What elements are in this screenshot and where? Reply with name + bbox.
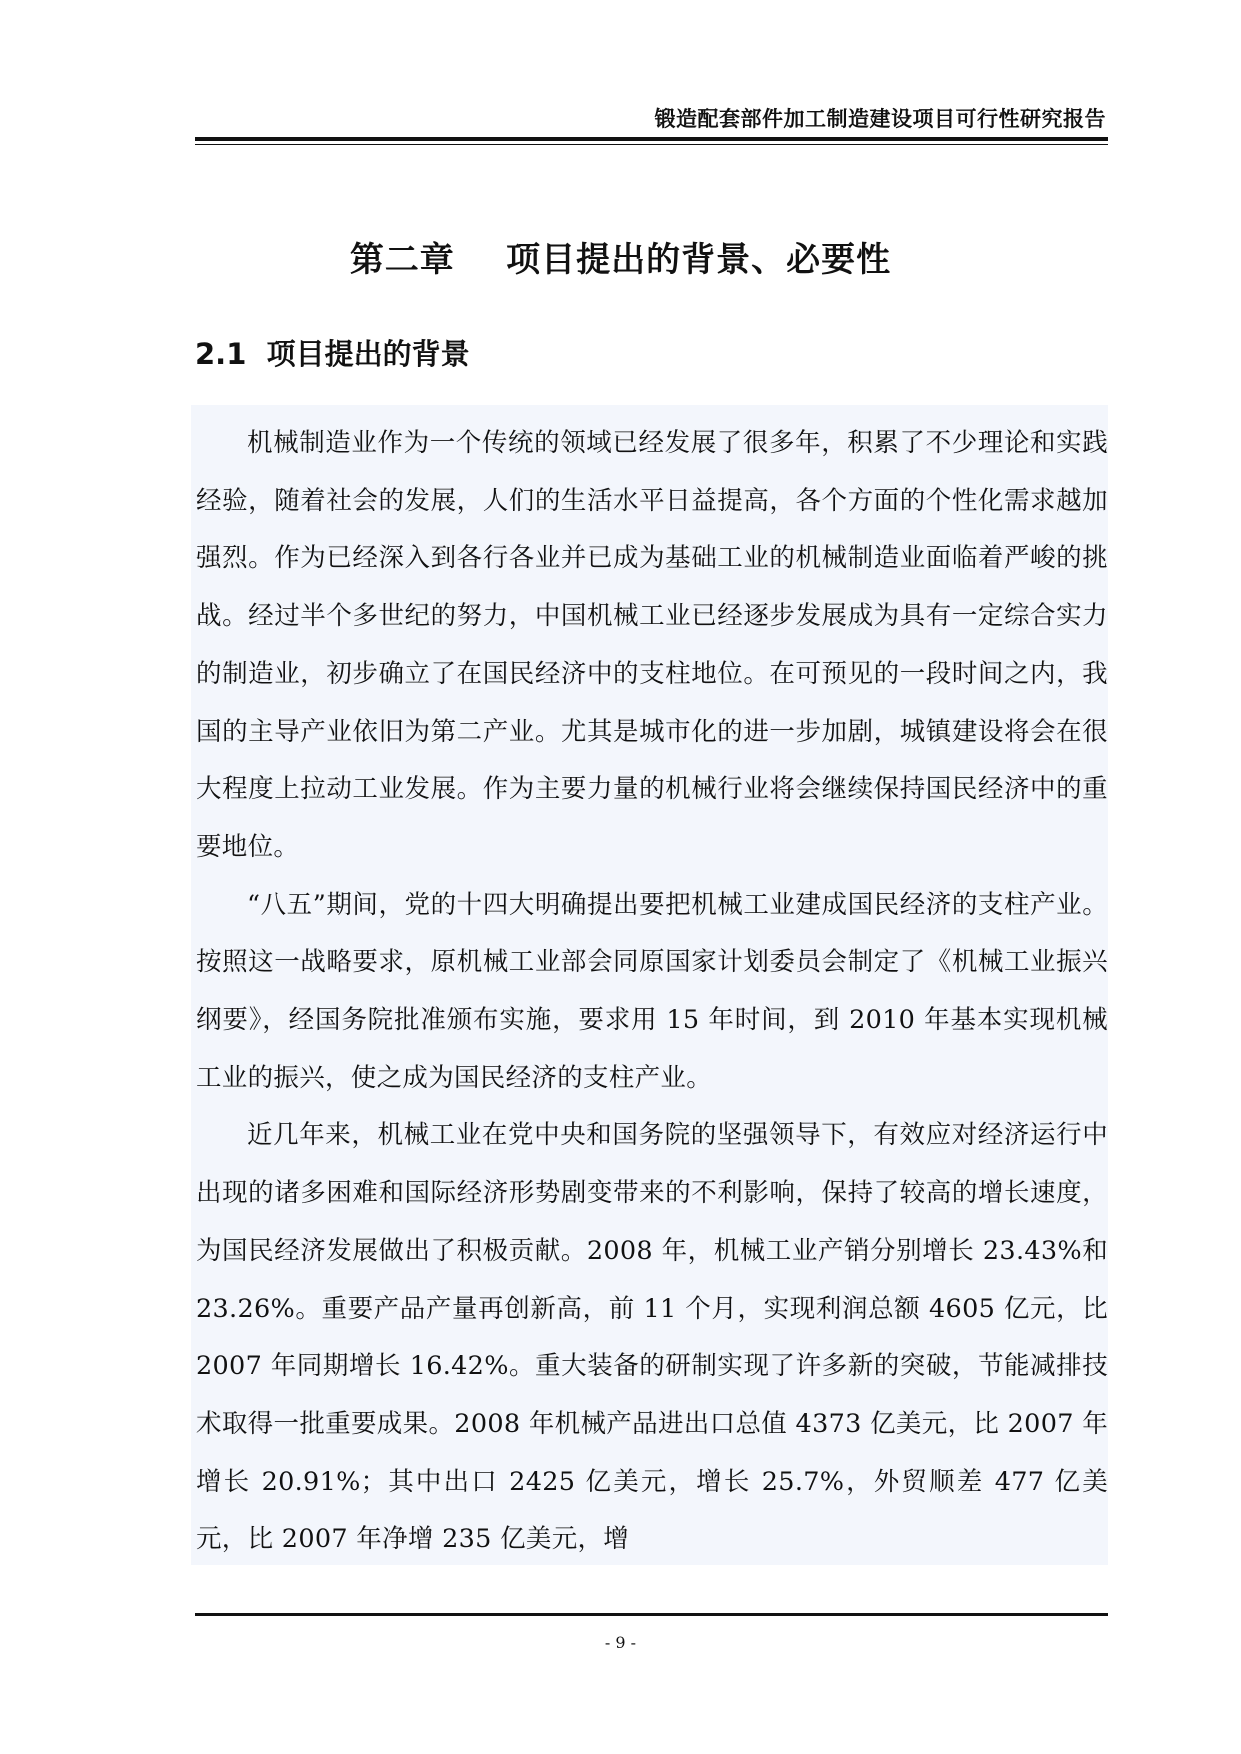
running-header-title: 锻造配套部件加工制造建设项目可行性研究报告 (654, 107, 1106, 131)
chapter-title: 第二章 项目提出的背景、必要性 (349, 240, 892, 280)
section-title: 2.1 项目提出的背景 (195, 337, 470, 371)
paragraph-1: 机械制造业作为一个传统的领域已经发展了很多年，积累了不少理论和实践经验，随着社会的发展，人们的生活水平日益提高，各个方面的个性化需求越加强烈。作为已经深入到各行各业并已成为基础工业的机械制造业面临着严峻的挑战。经过半个多世纪的努力，中国机械工业已经逐步发展成为具有一定综合实力的制造业，初步确立了在国民经济中的支柱地位。在可预见的一段时间之内，我国的主导产业依旧为第二产业。尤其是城市化的进一步加剧，城镇建设将会在很大程度上拉动工业发展。作为主要力量的机械行业将会继续保持国民经济中的重要地位。 (196, 428, 1108, 862)
header-rule-thick (195, 137, 1108, 141)
body-text (196, 415, 1108, 1569)
paragraph-2: “八五”期间，党的十四大明确提出要把机械工业建成国民经济的支柱产业。按照这一战略要求，原机械工业部会同原国家计划委员会制定了《机械工业振兴纲要》，经国务院批准颁布实施，要求用 15 年时间，到 2010 年基本实现机械工业的振兴，使之成为国民经济的支柱产业。 (196, 889, 1108, 1093)
paragraph-3: 近几年来，机械工业在党中央和国务院的坚强领导下，有效应对经济运行中出现的诸多困难和国际经济形势剧变带来的不利影响，保持了较高的增长速度，为国民经济发展做出了积极贡献。2008 年，机械工业产销分别增长 23.43%和 23.26%。重要产品产量再创新高，前 11 个月，实现利润总额 4605 亿元，比 2007 年同期增长 16.42%。重大装备的研制实现了许多新的突破，节能减排技术取得一批重要成果。2008 年机械产品进出口总值 4373 亿美元，比 2007 年增长 20.91%；其中出口 2425 亿美元，增长 25.7%，外贸顺差 477 亿美元，比 2007 年净增 235 亿美元，增 (196, 1120, 1108, 1555)
footer-rule (195, 1613, 1108, 1616)
page-number: - 9 - (604, 1633, 637, 1652)
header-rule-thin (195, 144, 1108, 145)
